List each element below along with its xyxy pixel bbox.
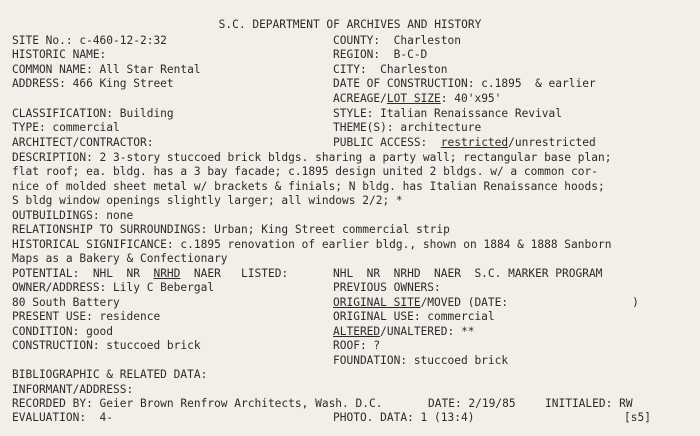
present-use: PRESENT USE: residence [12,310,161,323]
historical-significance-line: HISTORICAL SIGNIFICANCE: c.1895 renovation of earlier bldg., shown on 1884 & 1888 Sanborn [12,238,612,251]
original-site-moved [333,296,639,309]
potential [12,267,288,280]
acreage-label: ACREAGE/ [333,92,387,105]
listed-options: NHL NR NRHD NAER S.C. MARKER PROGRAM [333,267,603,280]
card-title: S.C. DEPARTMENT OF ARCHIVES AND HISTORY [218,18,482,31]
themes: THEME(S): architecture [333,121,482,134]
potential-label: POTENTIAL: NHL NR [12,267,154,280]
previous-owners: PREVIOUS OWNERS: [333,281,441,294]
bibliographic-data: BIBLIOGRAPHIC & RELATED DATA: [12,368,208,381]
moved-label: /MOVED (DATE: [420,296,509,309]
classification: CLASSIFICATION: Building [12,107,174,120]
description-line: DESCRIPTION: 2 3-story stuccoed brick bldgs. sharing a party wall; rectangular base plan; [12,151,612,164]
moved-close: ) [632,296,639,309]
recorded-by: RECORDED BY: Geier Brown Renfrow Architects, Wash. D.C. [12,397,383,410]
owner-street: 80 South Battery [12,296,120,309]
description-line: nice of molded sheet metal w/ brackets & finials; N bldg. has Italian Renaissance hoods; [12,180,605,193]
address: ADDRESS: 466 King Street [12,77,174,90]
region: REGION: B-C-D [333,48,428,61]
historic-name: HISTORIC NAME: [12,48,107,61]
photo-data: PHOTO. DATA: 1 (13:4) [333,411,475,424]
original-use: ORIGINAL USE: commercial [333,310,495,323]
description-line: S bldg window openings slightly larger; all windows 2/2; * [12,194,403,207]
foundation: FOUNDATION: stuccoed brick [333,354,509,367]
original-site-label: ORIGINAL SITE [333,296,421,309]
unaltered-label: /UNALTERED: ** [380,325,475,338]
altered-unaltered [333,325,474,338]
relationship-to-surroundings: RELATIONSHIP TO SURROUNDINGS: Urban; King Street commercial strip [12,223,450,236]
public-access-label: PUBLIC ACCESS: [333,136,441,149]
description-line: flat roof; ea. bldg. has a 3 bay facade; c.1895 design united 2 bldgs. w/ a common cor- [12,165,598,178]
construction: CONSTRUCTION: stuccoed brick [12,339,201,352]
date-of-construction: DATE OF CONSTRUCTION: c.1895 & earlier [333,77,596,90]
informant-address: INFORMANT/ADDRESS: [12,383,134,396]
initialed: INITIALED: RW [545,397,633,410]
lot-size-value: : 40'x95' [440,92,502,105]
style: STYLE: Italian Renaissance Revival [333,107,563,120]
public-access-unrestricted: /unrestricted [508,136,596,149]
record-date: DATE: 2/19/85 [428,397,516,410]
outbuildings: OUTBUILDINGS: none [12,209,134,222]
potential-rest: NAER LISTED: [180,267,289,280]
acreage-lot-size [333,92,501,105]
roof: ROOF: ? [333,339,381,352]
lot-size-label: LOT SIZE [386,92,441,105]
card-code: [s5] [624,411,651,424]
common-name: COMMON NAME: All Star Rental [12,63,201,76]
architect-contractor: ARCHITECT/CONTRACTOR: [12,136,154,149]
county: COUNTY: Charleston [333,34,461,47]
city: CITY: Charleston [333,63,448,76]
altered-label: ALTERED [333,325,381,338]
condition: CONDITION: good [12,325,114,338]
owner-address: OWNER/ADDRESS: Lily C Bebergal [12,281,215,294]
type: TYPE: commercial [12,121,120,134]
potential-nrhd: NRHD [153,267,181,280]
site-number: SITE No.: c-460-12-2:32 [12,34,167,47]
historical-significance-line: Maps as a Bakery & Confectionary [12,252,228,265]
evaluation: EVALUATION: 4- [12,411,114,424]
public-access [333,136,596,149]
public-access-restricted: restricted [440,136,509,149]
